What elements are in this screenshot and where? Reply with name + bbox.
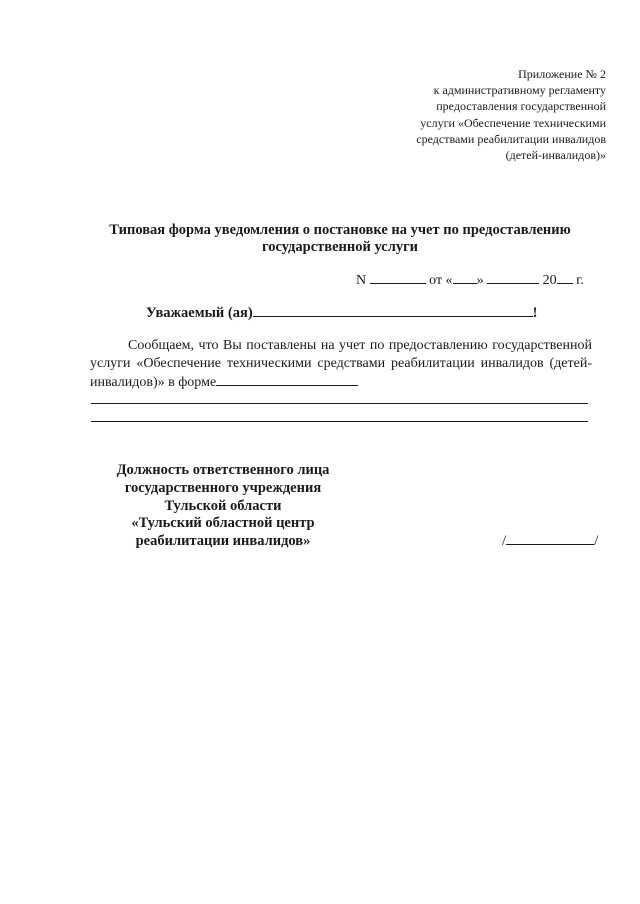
addressee-blank[interactable]: [253, 302, 533, 317]
number-blank[interactable]: [370, 270, 426, 284]
year-blank[interactable]: [557, 270, 573, 284]
signatory-line: Должность ответственного лица: [116, 462, 330, 478]
number-date-line: [356, 270, 584, 289]
blank-line-2[interactable]: [91, 421, 588, 422]
notification-body: [90, 337, 592, 392]
year-suffix: г.: [576, 273, 584, 288]
document-title: [80, 222, 600, 256]
blank-line-1[interactable]: [91, 403, 588, 404]
signatory-block: [88, 462, 358, 551]
signatory-line: реабилитации инвалидов»: [135, 533, 311, 550]
signature-blank[interactable]: [506, 530, 594, 545]
from-label: от «: [429, 273, 453, 288]
signatory-line: государственного учреждения: [124, 479, 322, 496]
day-blank[interactable]: [453, 270, 477, 284]
form-blank[interactable]: [216, 372, 358, 386]
quote-close: »: [476, 273, 484, 288]
appendix-line: Приложение № 2: [518, 67, 606, 81]
year-prefix: 20: [542, 273, 557, 288]
body-paragraph: [90, 337, 592, 392]
appendix-line: (детей-инвалидов)»: [505, 148, 606, 163]
number-label: N: [356, 273, 367, 288]
signatory-line: «Тульский областной центр: [131, 515, 315, 532]
appendix-line: предоставления государственной: [436, 99, 606, 114]
greeting-label: Уважаемый (ая): [146, 305, 253, 321]
signature-slash-left: /: [502, 533, 507, 549]
month-blank[interactable]: [487, 270, 539, 284]
title-line-2: государственной услуги: [261, 239, 419, 255]
appendix-line: услуги «Обеспечение техническими: [420, 115, 606, 130]
greeting-line: [146, 302, 538, 322]
appendix-line: средствами реабилитации инвалидов: [416, 131, 606, 146]
appendix-line: к административному регламенту: [433, 83, 606, 98]
signatory-line: Тульской области: [164, 497, 282, 514]
greeting-exclamation: !: [532, 305, 538, 321]
title-line-1: Типовая форма уведомления о постановке на учет по предоставлению: [109, 222, 571, 238]
body-text: Сообщаем, что Вы поставлены на учет по предоставлению государственной услуги «Обеспечение техническими средствами реабилитации инвалидов (детей-инвалидов)» в форме: [90, 338, 592, 390]
signature-slash-right: /: [594, 533, 599, 549]
appendix-header: [416, 66, 606, 163]
signature-field: [502, 530, 598, 550]
